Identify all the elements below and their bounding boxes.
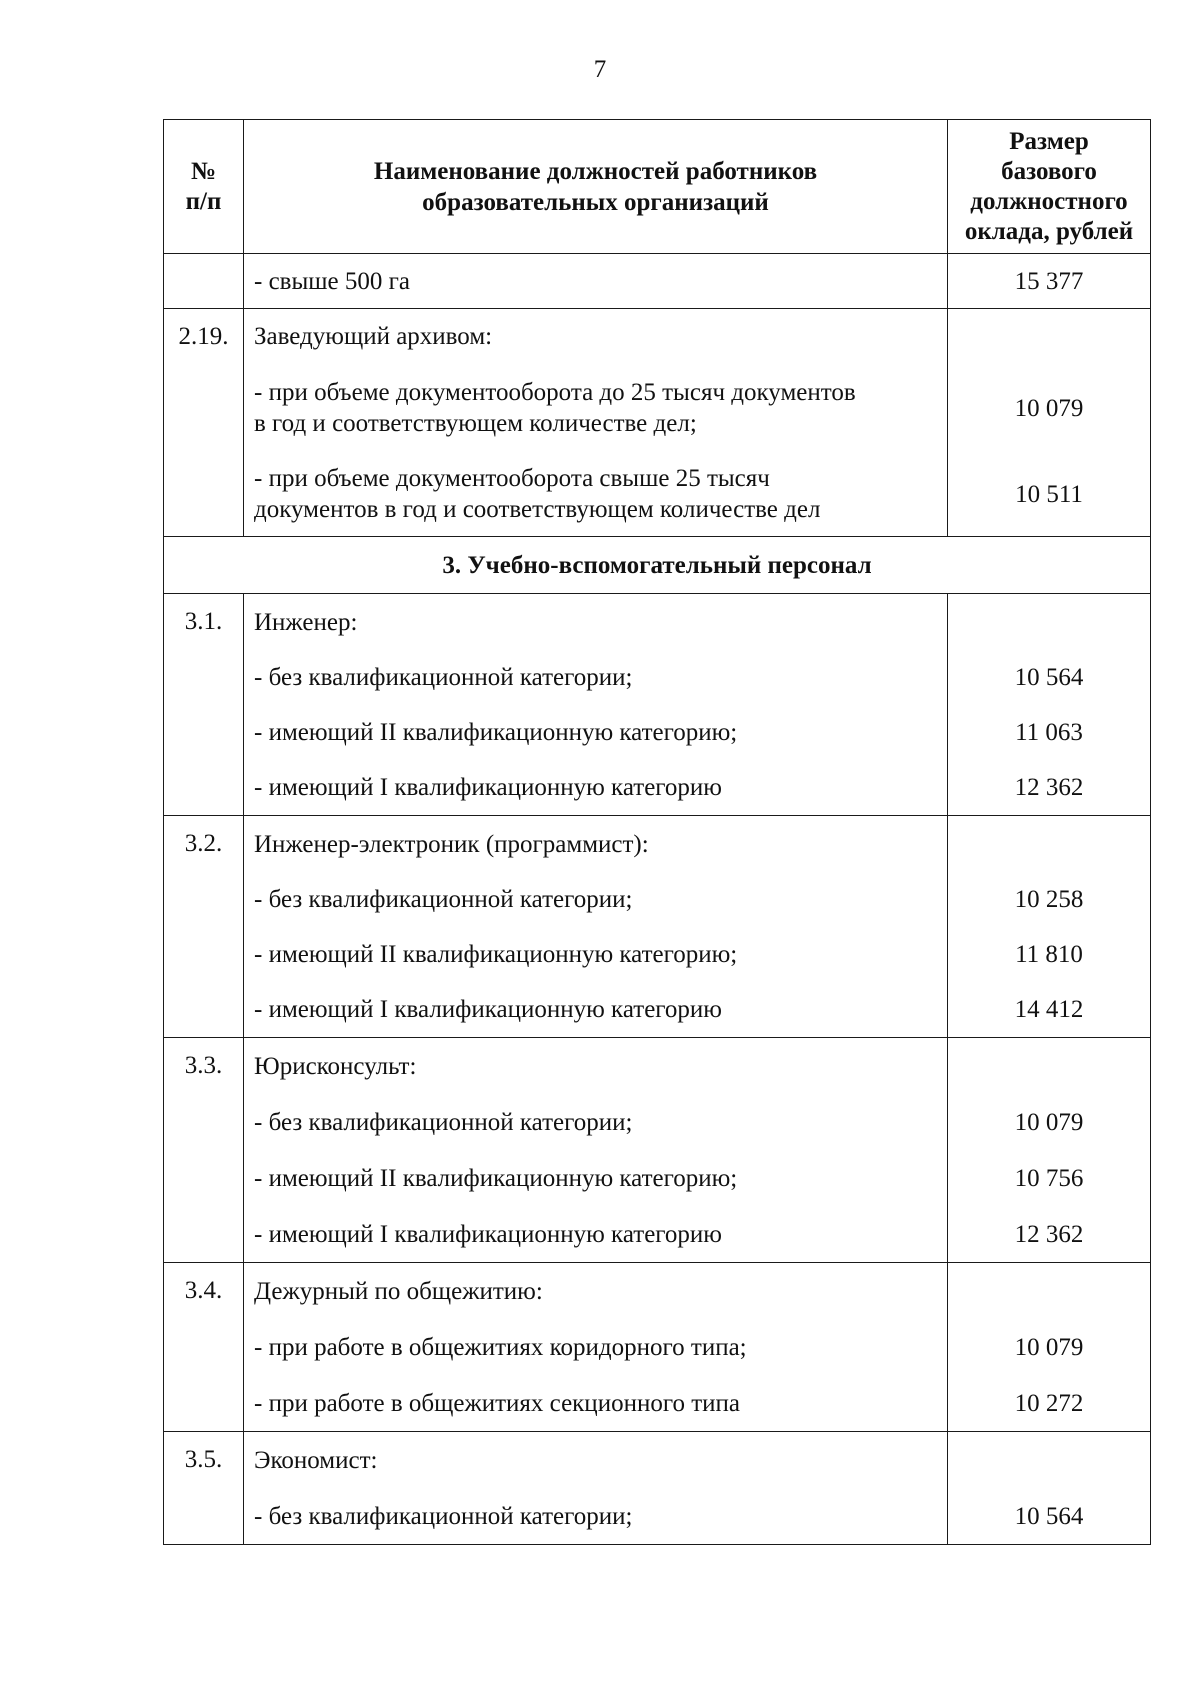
position-cell <box>244 594 948 816</box>
salary-cell <box>948 1432 1151 1545</box>
row-number: 2.19. <box>164 309 244 537</box>
position-title: Заведующий архивом: <box>254 323 493 350</box>
table-header-row <box>164 120 1151 254</box>
position-title: Инженер: <box>254 608 358 636</box>
position-item: - имеющий II квалификационную категорию; <box>254 941 738 968</box>
position-item: - имеющий I квалификационную категорию <box>254 774 722 801</box>
position-item: - при объеме документооборота до 25 тысяч документов в год и соответствующем количестве дел; <box>254 379 856 437</box>
position-item: - имеющий I квалификационную категорию <box>254 996 722 1023</box>
salary-value: 10 564 <box>1014 1502 1084 1530</box>
position-item: - без квалификационной категории; <box>254 664 633 691</box>
table-row <box>164 1038 1151 1263</box>
position-title: Инженер-электроник (программист): <box>254 830 649 858</box>
section-title: 3. Учебно-вспомогательный персонал <box>164 537 1151 594</box>
row-number: 3.4. <box>164 1263 244 1432</box>
position-item: - без квалификационной категории; <box>254 886 633 913</box>
position-cell <box>244 1432 948 1545</box>
table-row <box>164 594 1151 816</box>
salary-value: 11 810 <box>1015 941 1083 968</box>
row-number: 3.1. <box>164 594 244 816</box>
page-number: 7 <box>593 56 607 83</box>
salary-cell <box>948 1263 1151 1432</box>
table-row <box>164 309 1151 537</box>
position-item: - имеющий II квалификационную категорию; <box>254 1164 738 1192</box>
position-item: - без квалификационной категории; <box>254 1502 633 1530</box>
position-title: Дежурный по общежитию: <box>254 1277 543 1305</box>
position-cell <box>244 1263 948 1432</box>
salary-value: 10 511 <box>1015 480 1083 508</box>
position-label: - свыше 500 га <box>244 254 948 309</box>
position-cell <box>244 816 948 1038</box>
salary-table <box>163 119 1151 1545</box>
salary-value: 10 079 <box>1014 1333 1084 1361</box>
position-item: - при работе в общежитиях коридорного типа; <box>254 1333 747 1361</box>
row-number-empty <box>164 254 244 309</box>
position-item: - без квалификационной категории; <box>254 1108 633 1136</box>
salary-value: 10 079 <box>1014 394 1084 422</box>
salary-value: 14 412 <box>1014 996 1084 1023</box>
position-item: - при работе в общежитиях секционного типа <box>254 1389 740 1417</box>
position-title: Юрисконсульт: <box>254 1052 417 1080</box>
header-number: № п/п <box>164 120 244 254</box>
position-item: - при объеме документооборота свыше 25 тысяч документов в год и соответствующем количестве дел <box>254 465 821 523</box>
salary-value: 15 377 <box>948 254 1151 309</box>
salary-cell <box>948 1038 1151 1263</box>
position-item: - имеющий II квалификационную категорию; <box>254 719 738 746</box>
header-position-name: Наименование должностей работников образовательных организаций <box>244 120 948 254</box>
salary-value: 12 362 <box>1014 1220 1084 1248</box>
row-number: 3.3. <box>164 1038 244 1263</box>
table-row <box>164 254 1151 309</box>
salary-value: 12 362 <box>1014 774 1084 801</box>
row-number: 3.5. <box>164 1432 244 1545</box>
table-row <box>164 1263 1151 1432</box>
table-row <box>164 1432 1151 1545</box>
salary-value: 11 063 <box>1015 719 1083 746</box>
position-cell <box>244 1038 948 1263</box>
table-row <box>164 816 1151 1038</box>
salary-cell <box>948 309 1151 537</box>
salary-cell <box>948 594 1151 816</box>
position-item: - имеющий I квалификационную категорию <box>254 1220 722 1248</box>
position-title: Экономист: <box>254 1446 378 1474</box>
salary-value: 10 272 <box>1014 1389 1084 1417</box>
header-base-salary: Размер базового должностного оклада, рублей <box>948 120 1151 254</box>
salary-value: 10 079 <box>1014 1108 1084 1136</box>
position-cell <box>244 309 948 537</box>
salary-value: 10 756 <box>1014 1164 1084 1192</box>
salary-value: 10 564 <box>1014 664 1084 691</box>
section-row <box>164 537 1151 594</box>
row-number: 3.2. <box>164 816 244 1038</box>
salary-value: 10 258 <box>1014 886 1084 913</box>
salary-cell <box>948 816 1151 1038</box>
